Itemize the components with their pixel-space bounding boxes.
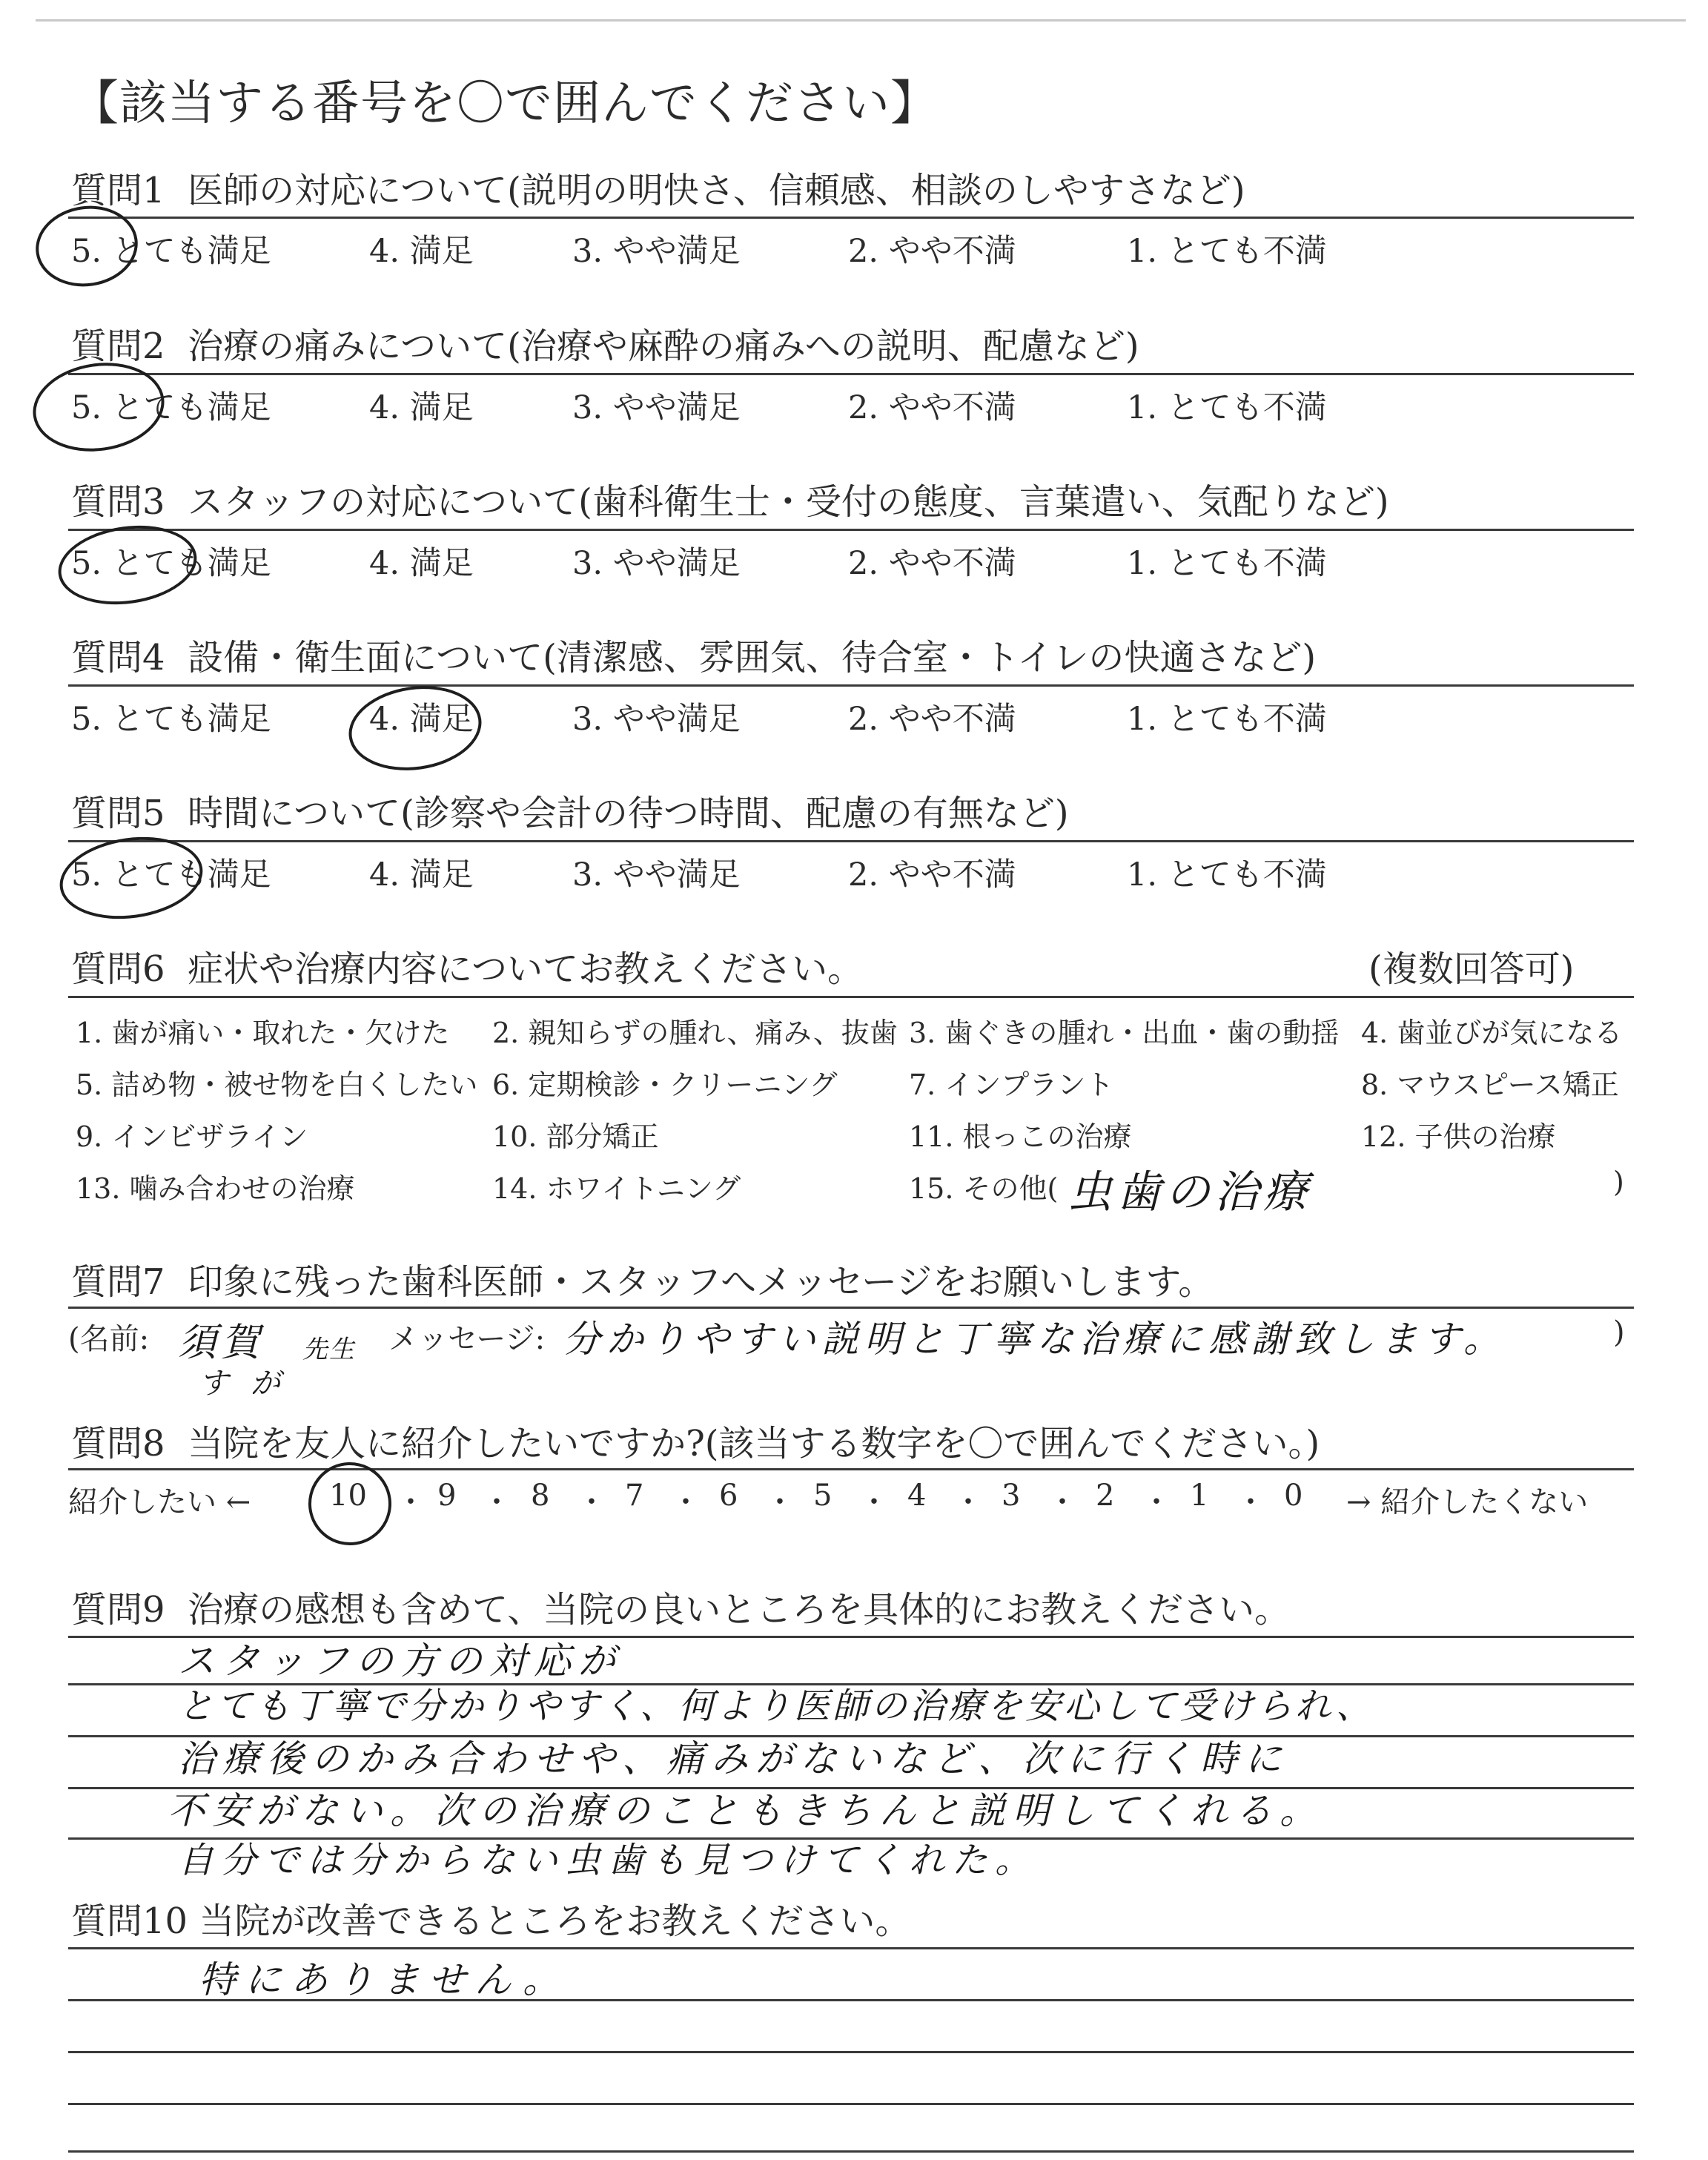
question-8 <box>71 1415 1320 1466</box>
checklist-item-other[interactable]: 15. その他( <box>909 1172 1059 1205</box>
question-number: 質問8 <box>71 1423 165 1464</box>
checklist-item[interactable]: 4. 歯並びが気になる <box>1361 1017 1623 1049</box>
scale-dot: ・ <box>482 1485 512 1519</box>
answer-line <box>68 2150 1634 2153</box>
question-6 <box>71 940 863 991</box>
option-3[interactable]: 3. やや満足 <box>572 856 741 894</box>
handwritten-name-reading: すが <box>199 1367 302 1401</box>
scale-dot: ・ <box>953 1485 983 1519</box>
scale-8[interactable]: 8 <box>531 1479 550 1513</box>
checklist-item[interactable]: 7. インプラント <box>909 1069 1114 1101</box>
scale-dot: ・ <box>1047 1485 1077 1519</box>
other-handwritten-answer: 虫歯の治療 <box>1068 1166 1312 1218</box>
divider <box>68 1307 1634 1309</box>
scale-dot: ・ <box>859 1485 889 1519</box>
option-1[interactable]: 1. とても不満 <box>1127 233 1327 270</box>
selection-circle <box>303 1457 397 1550</box>
question-text: 当院が改善できるところをお教えください。 <box>199 1900 911 1942</box>
checklist-item[interactable]: 12. 子供の治療 <box>1361 1120 1556 1153</box>
selection-circle <box>30 199 143 293</box>
option-2[interactable]: 2. やや不満 <box>848 545 1016 582</box>
multiple-answers-note: (複数回答可) <box>1368 948 1575 990</box>
option-4[interactable]: 4. 満足 <box>369 233 474 270</box>
question-number: 質問4 <box>71 637 165 678</box>
checklist-item[interactable]: 13. 噛み合わせの治療 <box>76 1172 355 1205</box>
question-number: 質問3 <box>71 481 165 523</box>
scale-0[interactable]: 0 <box>1284 1479 1303 1513</box>
scale-dot: ・ <box>577 1485 606 1519</box>
question-number: 質問10 <box>71 1900 188 1942</box>
option-3[interactable]: 3. やや満足 <box>572 701 741 738</box>
question-5 <box>71 785 1069 836</box>
question-9 <box>71 1581 1290 1632</box>
checklist-item[interactable]: 1. 歯が痛い・取れた・欠けた <box>76 1017 450 1049</box>
option-5[interactable]: 5. とても満足 <box>71 545 271 582</box>
option-1[interactable]: 1. とても不満 <box>1127 701 1327 738</box>
question-number: 質問6 <box>71 948 165 990</box>
selection-circle <box>54 828 208 928</box>
handwritten-answer-line: スタッフの方の対応が <box>178 1639 623 1682</box>
scale-4[interactable]: 4 <box>907 1479 927 1513</box>
scale-2[interactable]: 2 <box>1096 1479 1115 1513</box>
question-text: 設備・衛生面について(清潔感、雰囲気、待合室・トイレの快適さなど) <box>188 637 1317 678</box>
checklist-item[interactable]: 11. 根っこの治療 <box>909 1120 1132 1153</box>
scale-10[interactable]: 10 <box>329 1479 367 1513</box>
option-5[interactable]: 5. とても満足 <box>71 389 271 426</box>
handwritten-message: 分かりやすい説明と丁寧な治療に感謝致します。 <box>563 1318 1506 1361</box>
question-text: 症状や治療内容についてお教えください。 <box>188 948 864 990</box>
option-2[interactable]: 2. やや不満 <box>848 233 1016 270</box>
message-label: メッセージ: <box>388 1322 546 1356</box>
option-1[interactable]: 1. とても不満 <box>1127 389 1327 426</box>
option-4[interactable]: 4. 満足 <box>369 545 474 582</box>
handwritten-answer-line: とても丁寧で分かりやすく、何より医師の治療を安心して受けられ、 <box>178 1685 1374 1727</box>
checklist-item[interactable]: 9. インビザライン <box>76 1120 308 1153</box>
recommend-left-label: 紹介したい ← <box>68 1485 251 1519</box>
checklist-item[interactable]: 8. マウスピース矯正 <box>1361 1069 1619 1101</box>
scale-5[interactable]: 5 <box>813 1479 833 1513</box>
question-text: 治療の感想も含めて、当院の良いところを具体的にお教えください。 <box>188 1589 1291 1631</box>
other-close-paren: ) <box>1613 1166 1624 1198</box>
divider <box>68 217 1634 219</box>
answer-line <box>68 2051 1634 2053</box>
question-2 <box>71 317 1139 369</box>
option-3[interactable]: 3. やや満足 <box>572 389 741 426</box>
option-2[interactable]: 2. やや不満 <box>848 701 1016 738</box>
recommend-right-label: → 紹介したくない <box>1346 1485 1589 1519</box>
scale-9[interactable]: 9 <box>437 1479 457 1513</box>
divider <box>68 1468 1634 1470</box>
question-text: スタッフの対応について(歯科衛生士・受付の態度、言葉遣い、気配りなど) <box>188 481 1389 523</box>
handwritten-answer-line: 特にありません。 <box>199 1958 569 2001</box>
question-text: 印象に残った歯科医師・スタッフへメッセージをお願いします。 <box>188 1261 1214 1303</box>
question-7 <box>71 1253 1214 1304</box>
scale-dot: ・ <box>1142 1485 1171 1519</box>
option-5[interactable]: 5. とても満足 <box>71 701 271 738</box>
handwritten-answer-line: 自分では分からない虫歯も見つけてくれた。 <box>178 1840 1039 1881</box>
option-1[interactable]: 1. とても不満 <box>1127 856 1327 894</box>
option-4[interactable]: 4. 満足 <box>369 701 474 738</box>
scale-dot: ・ <box>765 1485 795 1519</box>
question-number: 質問9 <box>71 1589 165 1631</box>
selection-circle <box>27 354 171 460</box>
option-1[interactable]: 1. とても不満 <box>1127 545 1327 582</box>
question-number: 質問1 <box>71 170 165 211</box>
question-text: 医師の対応について(説明の明快さ、信頼感、相談のしやすさなど) <box>188 170 1245 211</box>
checklist-item[interactable]: 5. 詰め物・被せ物を白くしたい <box>76 1069 478 1101</box>
question-number: 質問7 <box>71 1261 165 1303</box>
option-3[interactable]: 3. やや満足 <box>572 545 741 582</box>
option-4[interactable]: 4. 満足 <box>369 856 474 894</box>
option-2[interactable]: 2. やや不満 <box>848 389 1016 426</box>
scale-dot: ・ <box>671 1485 701 1519</box>
question-text: 時間について(診察や会計の待つ時間、配慮の有無など) <box>188 793 1069 834</box>
option-5[interactable]: 5. とても満足 <box>71 233 271 270</box>
question-text: 当院を友人に紹介したいですか?(該当する数字を〇で囲んでください。) <box>188 1423 1320 1464</box>
handwritten-name: 須賀 <box>178 1321 265 1365</box>
question-text: 治療の痛みについて(治療や麻酔の痛みへの説明、配慮など) <box>188 326 1139 367</box>
option-2[interactable]: 2. やや不満 <box>848 856 1016 894</box>
name-label: (名前: <box>68 1322 150 1356</box>
checklist-item[interactable]: 6. 定期検診・クリーニング <box>492 1069 838 1101</box>
page-top-border <box>36 19 1686 22</box>
question-number: 質問2 <box>71 326 165 367</box>
divider <box>68 996 1634 998</box>
answer-line <box>68 1947 1634 1949</box>
question-number: 質問5 <box>71 793 165 834</box>
option-5[interactable]: 5. とても満足 <box>71 856 271 894</box>
handwritten-answer-line: 治療後のかみ合わせや、痛みがないなど、次に行く時に <box>178 1737 1289 1780</box>
answer-line <box>68 2103 1634 2105</box>
checklist-item[interactable]: 14. ホワイトニング <box>492 1172 741 1205</box>
checklist-item[interactable]: 10. 部分矯正 <box>492 1120 659 1153</box>
scale-7[interactable]: 7 <box>625 1479 644 1513</box>
divider <box>68 529 1634 531</box>
checklist-item[interactable]: 3. 歯ぐきの腫れ・出血・歯の動揺 <box>909 1017 1340 1049</box>
scale-3[interactable]: 3 <box>1002 1479 1021 1513</box>
question-1 <box>71 162 1245 213</box>
message-close-paren: ) <box>1613 1315 1625 1350</box>
question-10 <box>71 1892 910 1943</box>
scale-dot: ・ <box>1236 1485 1265 1519</box>
option-4[interactable]: 4. 満足 <box>369 389 474 426</box>
selection-circle <box>343 678 487 779</box>
option-3[interactable]: 3. やや満足 <box>572 233 741 270</box>
form-instruction-header: 【該当する番号を〇で囲んでください】 <box>71 76 939 131</box>
divider <box>68 373 1634 375</box>
scale-dot: ・ <box>396 1485 426 1519</box>
scale-6[interactable]: 6 <box>719 1479 738 1513</box>
divider <box>68 840 1634 842</box>
scale-1[interactable]: 1 <box>1190 1479 1209 1513</box>
question-4 <box>71 629 1316 680</box>
handwritten-answer-line: 不安がない。次の治療のこともきちんと説明してくれる。 <box>168 1789 1324 1832</box>
handwritten-honorific: 先生 <box>302 1335 356 1364</box>
selection-circle <box>53 517 202 612</box>
question-3 <box>71 473 1389 524</box>
checklist-item[interactable]: 2. 親知らずの腫れ、痛み、抜歯 <box>492 1017 898 1049</box>
divider <box>68 684 1634 687</box>
